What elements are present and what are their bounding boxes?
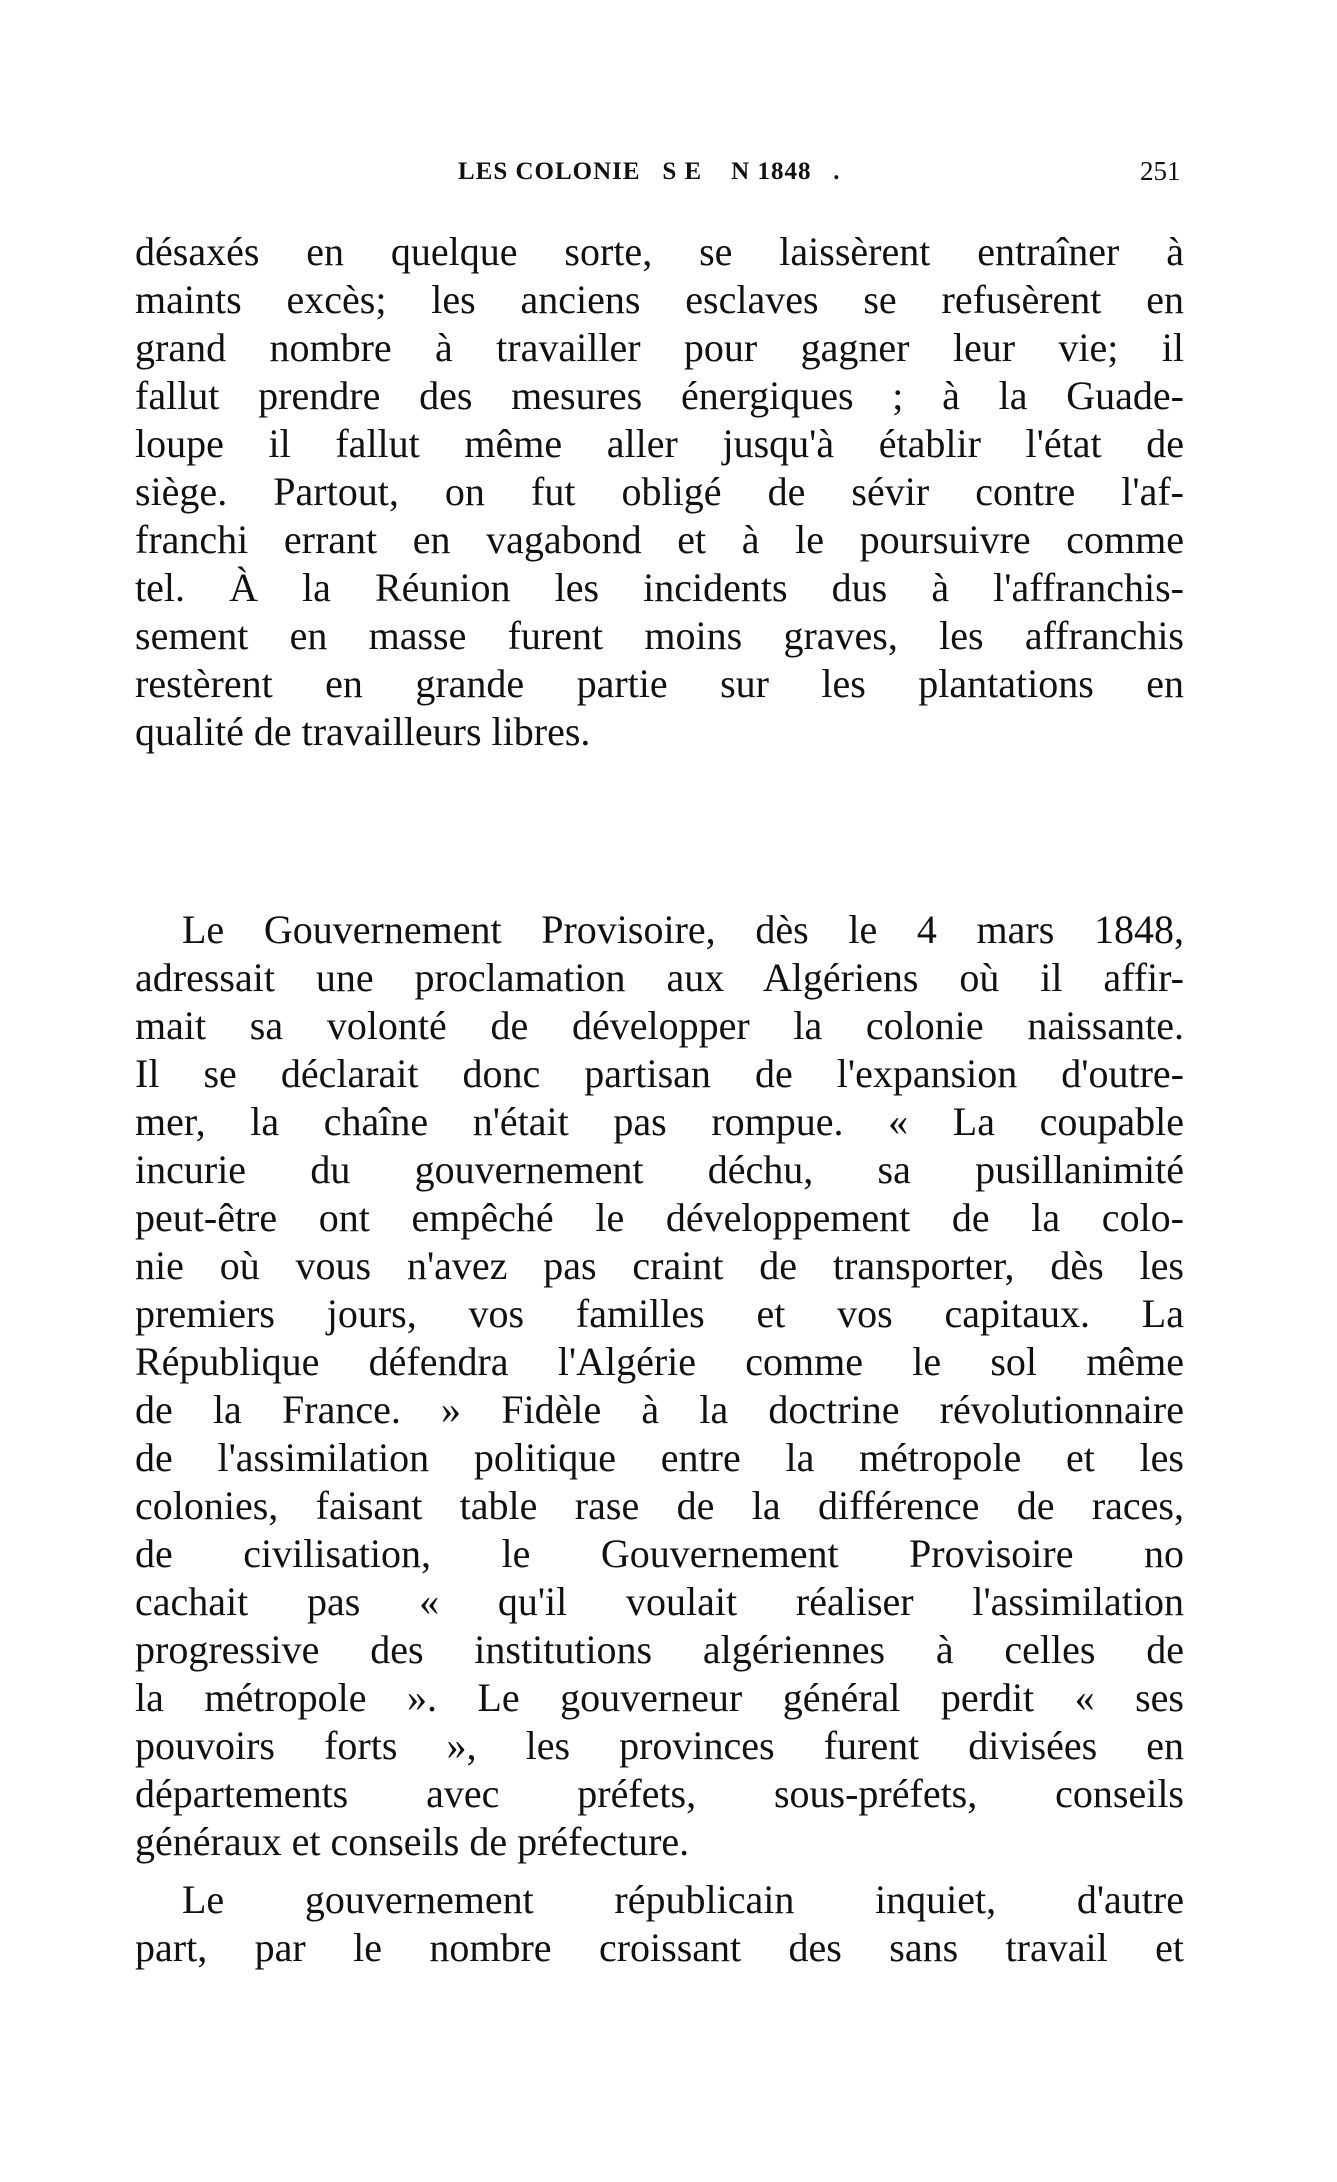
running-title: LES COLONIE S E N 1848 . bbox=[458, 158, 841, 185]
text-line: grand nombre à travailler pour gagner leur vie; il bbox=[135, 325, 1184, 370]
text-line: qualité de travailleurs libres. bbox=[135, 709, 591, 754]
text-line: restèrent en grande partie sur les plantations en bbox=[135, 661, 1184, 706]
text-line: désaxés en quelque sorte, se laissèrent entraîner à bbox=[135, 229, 1184, 274]
text-line: Le gouvernement républicain inquiet, d'autre bbox=[182, 1877, 1184, 1922]
text-line: sement en masse furent moins graves, les affranchis bbox=[135, 613, 1184, 658]
text-line: premiers jours, vos familles et vos capitaux. La bbox=[135, 1291, 1184, 1336]
text-line: Le Gouvernement Provisoire, dès le 4 mars 1848, bbox=[182, 907, 1184, 952]
page-number: 251 bbox=[1140, 156, 1181, 186]
text-line: la métropole ». Le gouverneur général perdit « ses bbox=[135, 1675, 1184, 1720]
text-line: maints excès; les anciens esclaves se refusèrent en bbox=[135, 277, 1184, 322]
text-line: tel. À la Réunion les incidents dus à l'affranchis- bbox=[135, 565, 1184, 610]
text-line: Il se déclarait donc partisan de l'expansion d'outre- bbox=[135, 1051, 1184, 1096]
text-line: de la France. » Fidèle à la doctrine révolutionnaire bbox=[135, 1387, 1184, 1432]
text-line: fallut prendre des mesures énergiques ; à la Guade- bbox=[135, 373, 1184, 418]
text-line: République défendra l'Algérie comme le sol même bbox=[135, 1339, 1184, 1384]
text-line: généraux et conseils de préfecture. bbox=[135, 1819, 690, 1864]
text-line: mer, la chaîne n'était pas rompue. « La coupable bbox=[135, 1099, 1184, 1144]
text-line: de civilisation, le Gouvernement Provisoire no bbox=[135, 1531, 1184, 1576]
text-line: peut-être ont empêché le développement de la colo- bbox=[135, 1195, 1184, 1240]
text-line: incurie du gouvernement déchu, sa pusillanimité bbox=[135, 1147, 1184, 1192]
text-line: départements avec préfets, sous-préfets, conseils bbox=[135, 1771, 1184, 1816]
text-line: progressive des institutions algériennes à celles de bbox=[135, 1627, 1184, 1672]
paragraph-1 bbox=[135, 228, 1184, 756]
text-line: siège. Partout, on fut obligé de sévir contre l'af- bbox=[135, 469, 1184, 514]
text-line: de l'assimilation politique entre la métropole et les bbox=[135, 1435, 1184, 1480]
text-line: nie où vous n'avez pas craint de transporter, dès les bbox=[135, 1243, 1184, 1288]
paragraph-2 bbox=[135, 906, 1184, 1972]
text-line: colonies, faisant table rase de la différence de races, bbox=[135, 1483, 1184, 1528]
text-line: mait sa volonté de développer la colonie naissante. bbox=[135, 1003, 1184, 1048]
text-line: adressait une proclamation aux Algériens où il affir- bbox=[135, 955, 1184, 1000]
text-line: franchi errant en vagabond et à le poursuivre comme bbox=[135, 517, 1184, 562]
text-line: part, par le nombre croissant des sans travail et bbox=[135, 1925, 1184, 1970]
text-line: cachait pas « qu'il voulait réaliser l'assimilation bbox=[135, 1579, 1184, 1624]
paragraph-spacing bbox=[135, 1866, 1184, 1876]
text-line: pouvoirs forts », les provinces furent divisées en bbox=[135, 1723, 1184, 1768]
text-line: loupe il fallut même aller jusqu'à établir l'état de bbox=[135, 421, 1184, 466]
